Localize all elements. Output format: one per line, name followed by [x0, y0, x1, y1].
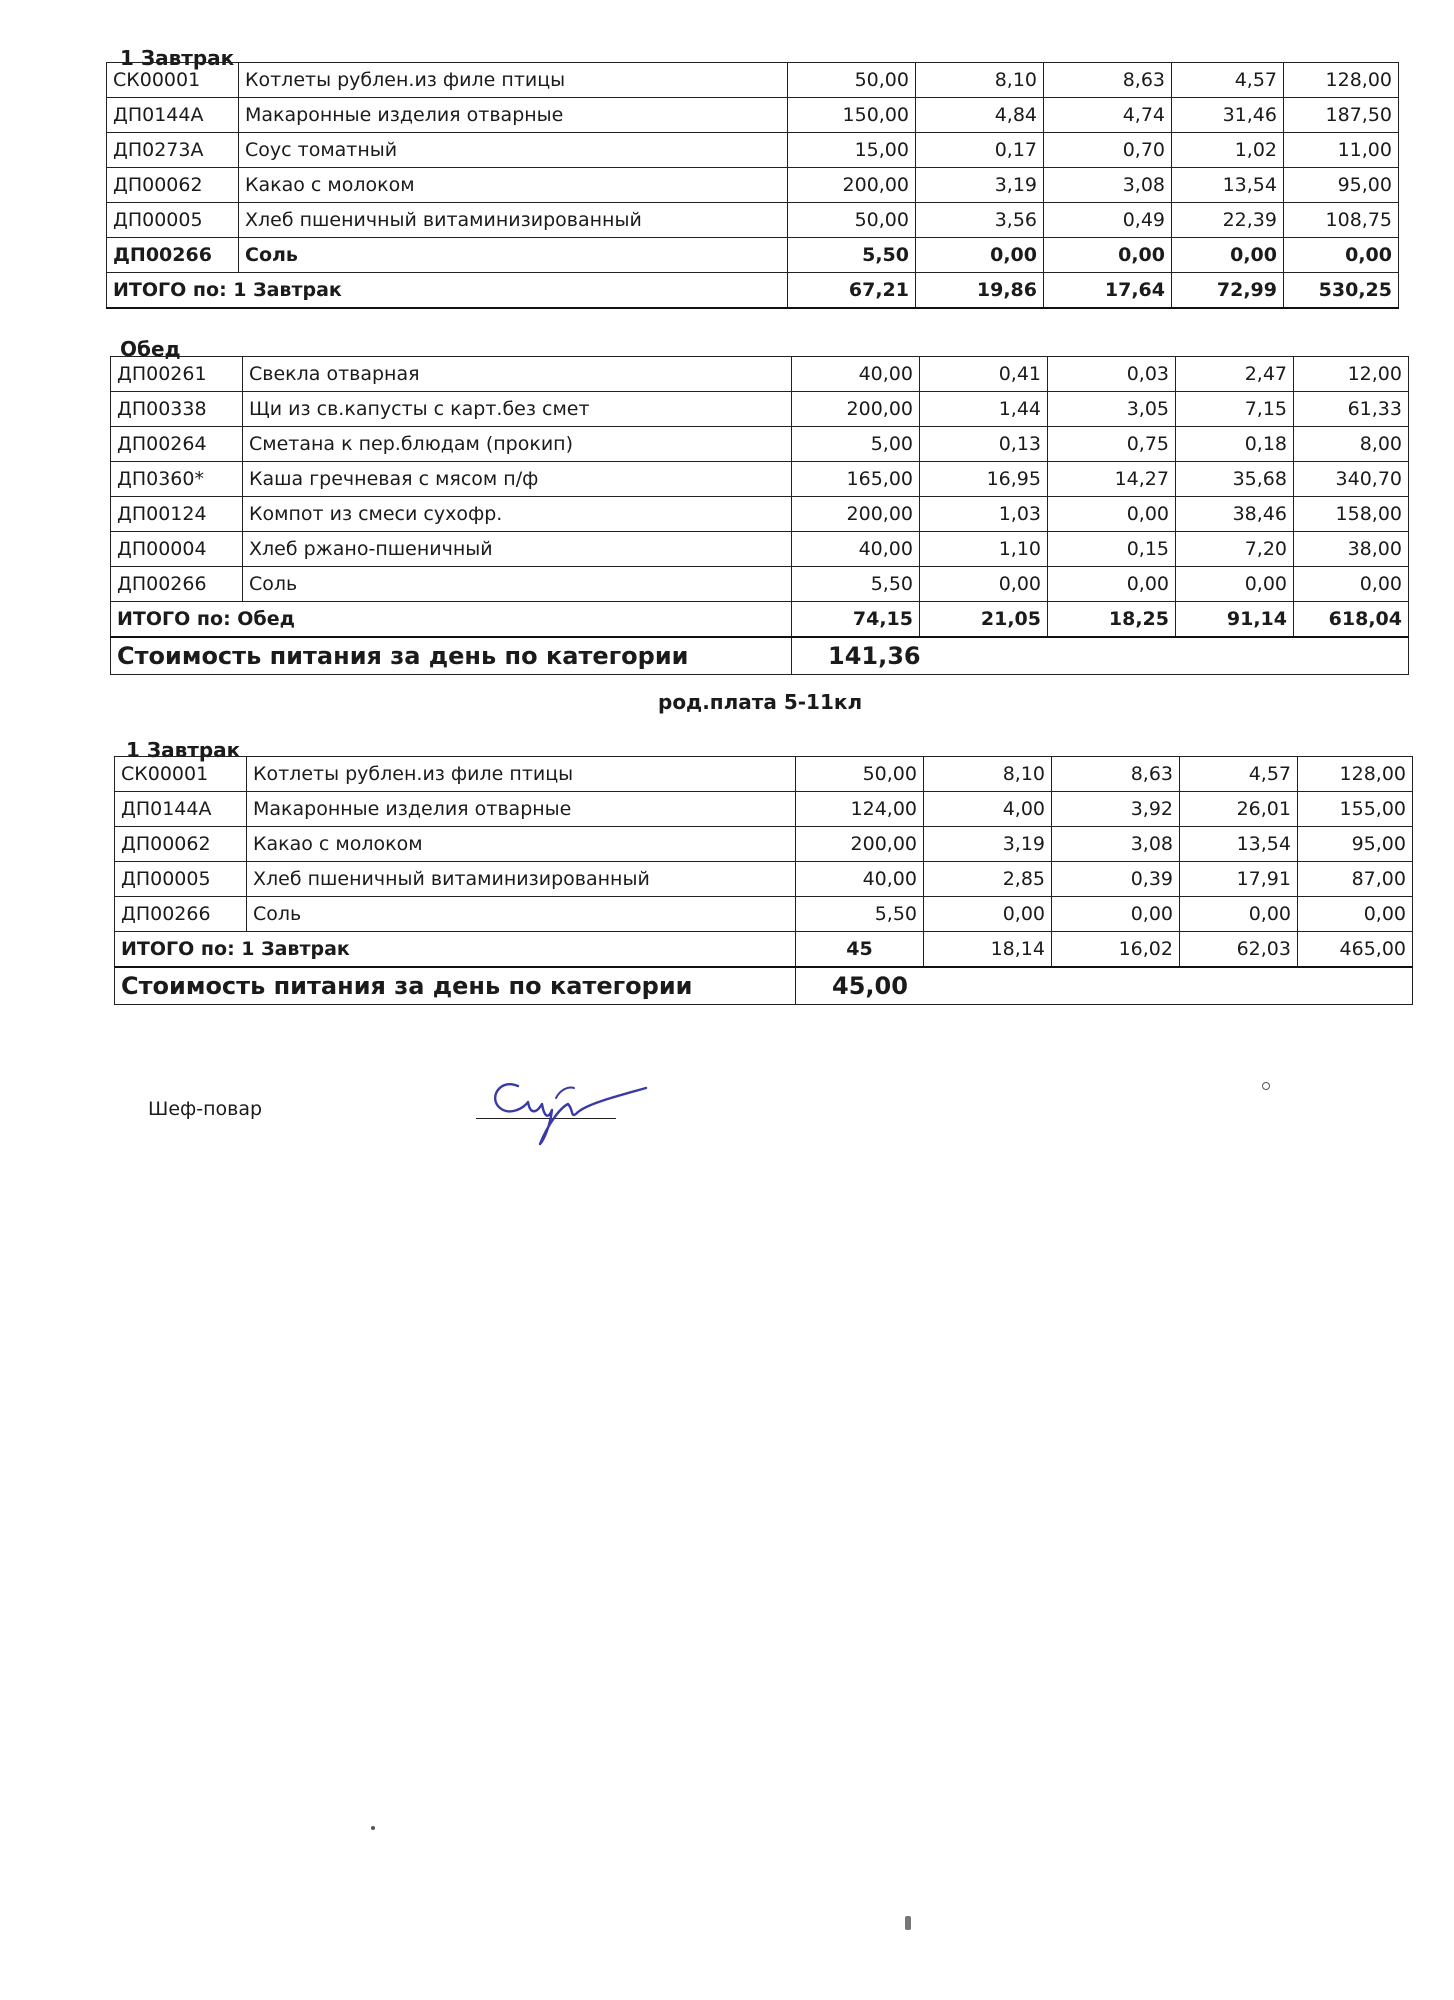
item-fat: 3,05: [1048, 392, 1176, 427]
item-fat: 14,27: [1048, 462, 1176, 497]
item-code: ДП00261: [111, 357, 243, 392]
total-label: ИТОГО по: 1 Завтрак: [107, 273, 788, 309]
scan-speck: [371, 1826, 375, 1830]
cost-label: Стоимость питания за день по категории: [111, 637, 792, 675]
total-label: ИТОГО по: 1 Завтрак: [115, 932, 796, 968]
item-code: СК00001: [107, 63, 239, 98]
scan-speck: [1262, 1082, 1270, 1090]
lunch-title: Обед: [120, 337, 181, 361]
item-code: ДП0144А: [107, 98, 239, 133]
item-carbs: 0,00: [1180, 897, 1298, 932]
item-weight: 50,00: [788, 203, 916, 238]
item-protein: 0,17: [916, 133, 1044, 168]
item-kcal: 158,00: [1294, 497, 1409, 532]
item-carbs: 0,18: [1176, 427, 1294, 462]
total-fat: 18,25: [1048, 602, 1176, 638]
item-code: ДП00266: [107, 238, 239, 273]
item-fat: 0,15: [1048, 532, 1176, 567]
table-row: [107, 168, 1399, 203]
cost-label: Стоимость питания за день по категории: [115, 967, 796, 1005]
item-protein: 3,19: [924, 827, 1052, 862]
scan-speck: [905, 1916, 911, 1930]
total-kcal: 530,25: [1284, 273, 1399, 309]
breakfast2-total-row: [115, 932, 1413, 968]
item-kcal: 95,00: [1298, 827, 1413, 862]
item-protein: 1,44: [920, 392, 1048, 427]
item-carbs: 35,68: [1176, 462, 1294, 497]
table-row: [107, 203, 1399, 238]
item-carbs: 31,46: [1172, 98, 1284, 133]
breakfast1-title: 1 Завтрак: [120, 46, 235, 70]
total-weight: 45: [796, 932, 924, 968]
item-fat: 3,08: [1052, 827, 1180, 862]
item-fat: 4,74: [1044, 98, 1172, 133]
breakfast1-table: [106, 62, 1399, 309]
table-row: [111, 357, 1409, 392]
table-row: [115, 827, 1413, 862]
item-weight: 5,50: [788, 238, 916, 273]
item-name: Компот из смеси сухофр.: [243, 497, 792, 532]
item-code: ДП00005: [107, 203, 239, 238]
total-label: ИТОГО по: Обед: [111, 602, 792, 638]
item-kcal: 38,00: [1294, 532, 1409, 567]
item-carbs: 4,57: [1180, 757, 1298, 792]
table-row: [111, 567, 1409, 602]
item-protein: 0,00: [920, 567, 1048, 602]
item-carbs: 26,01: [1180, 792, 1298, 827]
table-row: [115, 792, 1413, 827]
item-weight: 50,00: [796, 757, 924, 792]
item-fat: 0,75: [1048, 427, 1176, 462]
breakfast1-total-row: [107, 273, 1399, 309]
item-carbs: 4,57: [1172, 63, 1284, 98]
breakfast2-table: [114, 756, 1413, 1005]
item-fat: 0,00: [1044, 238, 1172, 273]
table-row: [107, 238, 1399, 273]
item-kcal: 108,75: [1284, 203, 1399, 238]
item-protein: 1,10: [920, 532, 1048, 567]
item-weight: 200,00: [792, 392, 920, 427]
item-code: ДП00005: [115, 862, 247, 897]
item-protein: 2,85: [924, 862, 1052, 897]
item-code: ДП0144А: [115, 792, 247, 827]
cost-value: 45,00: [796, 967, 1413, 1005]
item-carbs: 7,15: [1176, 392, 1294, 427]
item-weight: 40,00: [796, 862, 924, 897]
item-weight: 40,00: [792, 357, 920, 392]
item-weight: 124,00: [796, 792, 924, 827]
signature-mark: [470, 1064, 650, 1148]
lunch-table: [110, 356, 1409, 675]
item-kcal: 155,00: [1298, 792, 1413, 827]
item-protein: 4,00: [924, 792, 1052, 827]
item-code: ДП00124: [111, 497, 243, 532]
item-kcal: 0,00: [1294, 567, 1409, 602]
total-fat: 17,64: [1044, 273, 1172, 309]
item-name: Сметана к пер.блюдам (прокип): [243, 427, 792, 462]
total-weight: 74,15: [792, 602, 920, 638]
total-protein: 21,05: [920, 602, 1048, 638]
item-name: Макаронные изделия отварные: [239, 98, 788, 133]
table-row: [111, 532, 1409, 567]
item-kcal: 0,00: [1284, 238, 1399, 273]
total-protein: 19,86: [916, 273, 1044, 309]
category-caption: род.плата 5-11кл: [658, 690, 863, 714]
item-kcal: 87,00: [1298, 862, 1413, 897]
signature-role: Шеф-повар: [148, 1098, 263, 1120]
item-name: Соль: [247, 897, 796, 932]
item-protein: 3,56: [916, 203, 1044, 238]
item-protein: 0,13: [920, 427, 1048, 462]
item-protein: 3,19: [916, 168, 1044, 203]
table-row: [107, 63, 1399, 98]
total-carbs: 91,14: [1176, 602, 1294, 638]
item-fat: 0,49: [1044, 203, 1172, 238]
item-code: ДП0360*: [111, 462, 243, 497]
item-carbs: 0,00: [1176, 567, 1294, 602]
table-row: [115, 757, 1413, 792]
item-carbs: 13,54: [1172, 168, 1284, 203]
item-protein: 0,41: [920, 357, 1048, 392]
breakfast2-cost-row: [115, 967, 1413, 1005]
item-fat: 0,39: [1052, 862, 1180, 897]
item-code: ДП00062: [107, 168, 239, 203]
breakfast2-title: 1 Завтрак: [126, 738, 241, 762]
item-kcal: 95,00: [1284, 168, 1399, 203]
item-name: Соль: [239, 238, 788, 273]
item-carbs: 13,54: [1180, 827, 1298, 862]
item-code: СК00001: [115, 757, 247, 792]
item-name: Котлеты рублен.из филе птицы: [247, 757, 796, 792]
item-fat: 3,08: [1044, 168, 1172, 203]
table-row: [107, 98, 1399, 133]
item-carbs: 1,02: [1172, 133, 1284, 168]
item-kcal: 128,00: [1284, 63, 1399, 98]
total-kcal: 465,00: [1298, 932, 1413, 968]
item-fat: 3,92: [1052, 792, 1180, 827]
item-protein: 16,95: [920, 462, 1048, 497]
item-weight: 15,00: [788, 133, 916, 168]
item-protein: 8,10: [916, 63, 1044, 98]
item-protein: 8,10: [924, 757, 1052, 792]
item-kcal: 8,00: [1294, 427, 1409, 462]
lunch-cost-row: [111, 637, 1409, 675]
item-name: Какао с молоком: [239, 168, 788, 203]
item-weight: 200,00: [788, 168, 916, 203]
item-code: ДП0273А: [107, 133, 239, 168]
total-kcal: 618,04: [1294, 602, 1409, 638]
item-kcal: 340,70: [1294, 462, 1409, 497]
cost-value: 141,36: [792, 637, 1409, 675]
item-carbs: 22,39: [1172, 203, 1284, 238]
item-weight: 165,00: [792, 462, 920, 497]
item-name: Свекла отварная: [243, 357, 792, 392]
total-protein: 18,14: [924, 932, 1052, 968]
item-protein: 4,84: [916, 98, 1044, 133]
total-fat: 16,02: [1052, 932, 1180, 968]
item-code: ДП00338: [111, 392, 243, 427]
item-code: ДП00264: [111, 427, 243, 462]
item-kcal: 128,00: [1298, 757, 1413, 792]
item-kcal: 187,50: [1284, 98, 1399, 133]
table-row: [111, 462, 1409, 497]
item-carbs: 17,91: [1180, 862, 1298, 897]
item-fat: 0,03: [1048, 357, 1176, 392]
item-name: Какао с молоком: [247, 827, 796, 862]
item-kcal: 61,33: [1294, 392, 1409, 427]
table-row: [111, 427, 1409, 462]
item-name: Каша гречневая с мясом п/ф: [243, 462, 792, 497]
item-name: Щи из св.капусты с карт.без смет: [243, 392, 792, 427]
item-code: ДП00004: [111, 532, 243, 567]
total-carbs: 62,03: [1180, 932, 1298, 968]
item-weight: 5,00: [792, 427, 920, 462]
item-protein: 1,03: [920, 497, 1048, 532]
item-name: Макаронные изделия отварные: [247, 792, 796, 827]
item-code: ДП00266: [111, 567, 243, 602]
item-weight: 50,00: [788, 63, 916, 98]
item-carbs: 7,20: [1176, 532, 1294, 567]
total-carbs: 72,99: [1172, 273, 1284, 309]
table-row: [111, 497, 1409, 532]
item-weight: 200,00: [792, 497, 920, 532]
item-kcal: 11,00: [1284, 133, 1399, 168]
item-weight: 5,50: [792, 567, 920, 602]
item-carbs: 0,00: [1172, 238, 1284, 273]
item-code: ДП00062: [115, 827, 247, 862]
item-carbs: 2,47: [1176, 357, 1294, 392]
item-fat: 0,00: [1052, 897, 1180, 932]
item-weight: 150,00: [788, 98, 916, 133]
item-name: Хлеб пшеничный витаминизированный: [247, 862, 796, 897]
item-name: Хлеб пшеничный витаминизированный: [239, 203, 788, 238]
item-fat: 0,70: [1044, 133, 1172, 168]
item-weight: 5,50: [796, 897, 924, 932]
item-protein: 0,00: [916, 238, 1044, 273]
total-weight: 67,21: [788, 273, 916, 309]
item-protein: 0,00: [924, 897, 1052, 932]
item-fat: 0,00: [1048, 497, 1176, 532]
item-fat: 8,63: [1052, 757, 1180, 792]
table-row: [107, 133, 1399, 168]
table-row: [115, 897, 1413, 932]
item-name: Соль: [243, 567, 792, 602]
item-name: Котлеты рублен.из филе птицы: [239, 63, 788, 98]
item-carbs: 38,46: [1176, 497, 1294, 532]
item-fat: 8,63: [1044, 63, 1172, 98]
item-name: Хлеб ржано-пшеничный: [243, 532, 792, 567]
lunch-total-row: [111, 602, 1409, 638]
item-weight: 40,00: [792, 532, 920, 567]
item-name: Соус томатный: [239, 133, 788, 168]
table-row: [111, 392, 1409, 427]
item-code: ДП00266: [115, 897, 247, 932]
table-row: [115, 862, 1413, 897]
item-kcal: 12,00: [1294, 357, 1409, 392]
item-kcal: 0,00: [1298, 897, 1413, 932]
item-weight: 200,00: [796, 827, 924, 862]
item-fat: 0,00: [1048, 567, 1176, 602]
